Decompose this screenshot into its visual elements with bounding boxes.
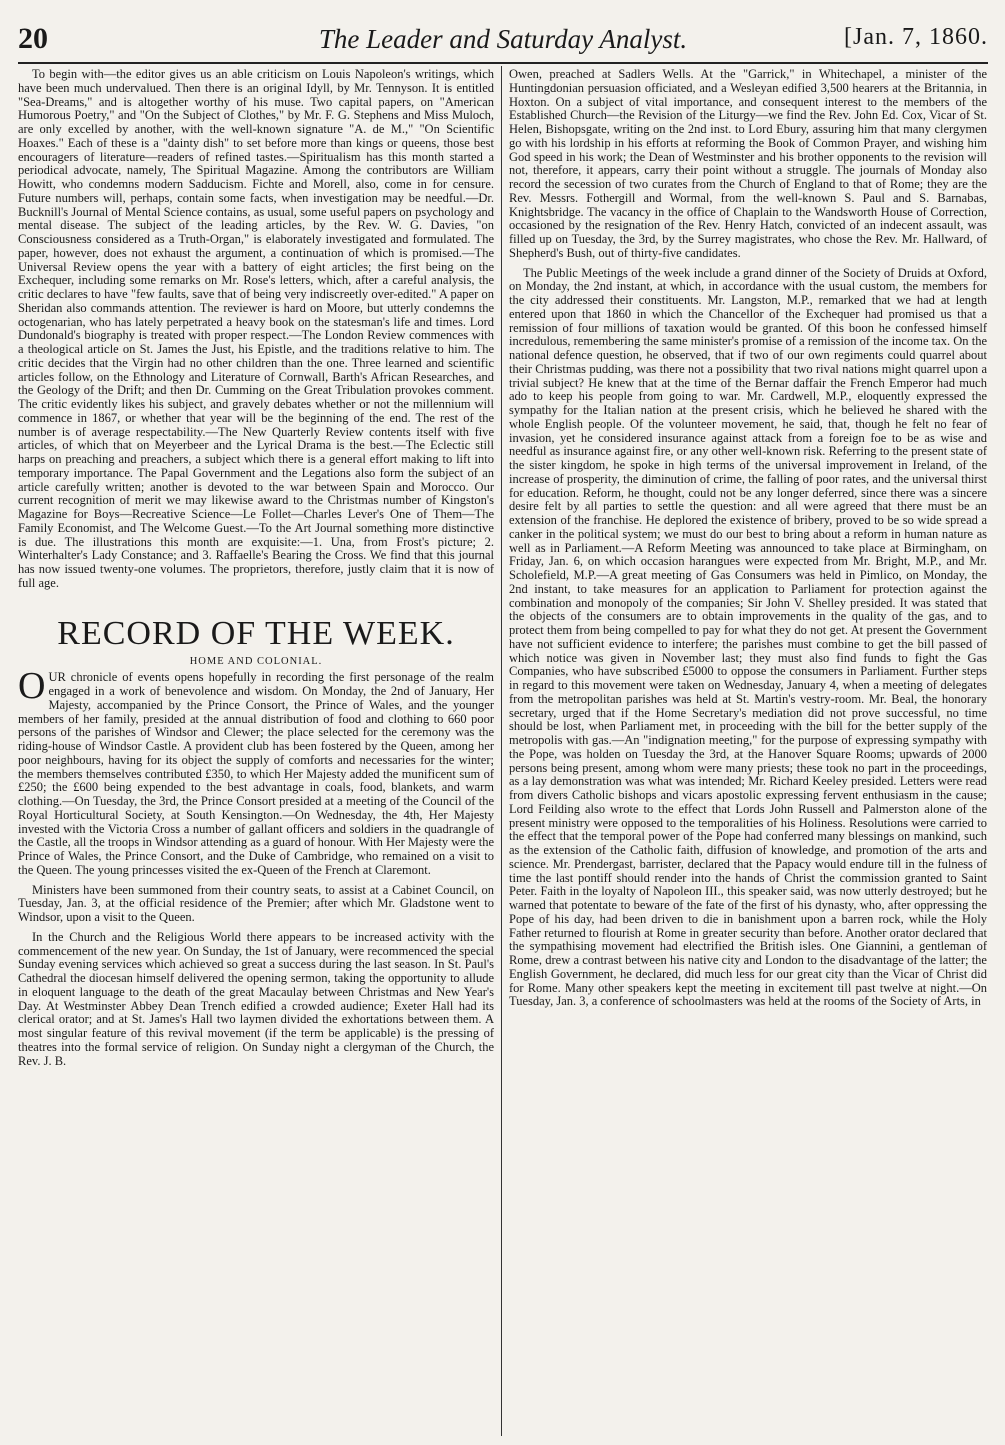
cabinet-paragraph: Ministers have been summoned from their country seats, to assist at a Cabinet Council, on Tuesday, Jan. 3, at the official residence of the Premier; after which Mr. Gladstone went to Windsor, upon a visit to the Queen. (18, 882, 494, 924)
issue-date: [Jan. 7, 1860. (844, 24, 988, 50)
right-column (509, 68, 987, 1009)
publication-title: The Leader and Saturday Analyst. (318, 24, 688, 54)
periodicals-review-paragraph: To begin with—the editor gives us an able criticism on Louis Napoleon's writings, which have been much undervalued. Then there is an original Idyll, by Mr. Tennyson. It is entitled "Sea-Dreams," and is altogether worthy of his muse. Two capital papers, on "American Humorous Poetry," and "On the Subject of Clothes," by Mr. F. G. Stephens and Miss Muloch, are only excelled by another, with the well-known signature "A. de M.," "On Scientific Hoaxes." Each of these is a "dainty dish" to set before more than kings or queens, those best encouragers of literature—readers of refined tastes.—Spiritualism has this month started a periodical advocate, namely, The Spiritual Magazine. Among the contributors are William Howitt, who condemns modern Sadducism. Fichte and Morell, also, come in for censure. Future numbers will, perhaps, contain some facts, when investigation may be needful.—Dr. Bucknill's Journal of Mental Science contains, as usual, some useful papers on psychology and mental disease. The subject of the leading articles, by the Rev. W. G. Davies, "on Consciousness considered as a Truth-Organ," is elaborately investigated and formulated. The paper, however, does not exhaust the argument, a continuation of which is promised.—The Universal Review opens the year with a battery of eight articles; the first being on the Exchequer, including some remarks on Mr. Rose's letters, which, after a careful analysis, the critic declares to have "few faults, save that of being very indiscreetly over-edited." A paper on Sheridan also commands attention. The reviewer is hard on Moore, but utterly condemns the octogenarian, who has lately perpetrated a heavy book on the statesman's life and times. Lord Dundonald's biography is treated with proper respect.—The London Review commences with a theological article on St. James the Just, his Epistle, and the traditions relative to him. The critic decides that the Virgin had no other children than the one. Three learned and scientific articles follow, on the Ethnology and Literature of Cornwall, Barth's African Researches, and the Geology of the Drift; and then Dr. Cumming on the Great Tribulation provokes comment. The critic evidently likes his subject, and gravely debates whether or not the millennium will commence in 1867, or whether that year will be the beginning of the end. The rest of the number is of average respectability.—The New Quarterly Review contents itself with five articles, of which that on Meyerbeer and the Lyrical Drama is the best.—The Eclectic still harps on preaching and preachers, a subject which there is a general effort making to lift into temporary importance. The Papal Government and the Legations also form the subject of an article carefully written; another is devoted to the war between Spain and Morocco. Our current recognition of merit we may likewise award to the Christmas number of Kingston's Magazine for Boys—Recreative Science—Le Follet—Charles Lever's One of Them—The Family Economist, and The Welcome Guest.—To the Art Journal something more distinctive is due. The illustrations this month are exquisite:—1. Una, from Frost's picture; 2. Winterhalter's Lady Constance; and 3. Raffaelle's Bearing the Cross. We find that this journal has now issued twenty-one volumes. The proprietors, therefore, justly claim that it is now of full age. (18, 67, 494, 590)
page-number: 20 (18, 22, 48, 55)
section-subheading: HOME AND COLONIAL. (189, 655, 323, 667)
drop-cap: O (18, 665, 46, 708)
public-meetings-paragraph: The Public Meetings of the week include a grand dinner of the Society of Druids at Oxford, on Monday, the 2nd instant, at which, in accordance with the usual custom, the members for the city addressed their constituents. Mr. Langston, M.P., remarked that we had at length entered upon that 1860 in which the Chancellor of the Exchequer had promised us that a remission of four millions of taxation would be granted. Of this boon he confessed himself incredulous, remembering the same minister's promise of a remission of the income tax. On the national defence question, he observed, that if two of our own regiments could quarrel about their Christmas pudding, was there not a possibility that two rival nations might quarrel upon a trivial subject? He knew that at the time of the Bernar daffair the French Emperor had much ado to keep his people from going to war. Mr. Cardwell, M.P., eloquently expressed the sympathy for the Italian nation at the present crisis, which he believed he shared with the whole English people. Of the volunteer movement, he said, that, though he felt no fear of invasion, yet he considered insurance against attack from a foreign foe to be as wise and needful as insurance against fire, or any other well-known risk. Referring to the present state of the sister kingdom, he spoke in high terms of the universal improvement in Ireland, of the increase of prosperity, the diminution of crime, the falling of poor rates, and the universal thirst for education. Reform, he thought, could not be any longer deferred, since there was a sincere desire felt by all parties to settle the question: and all were agreed that there must be an extension of the franchise. He deplored the existence of bribery, proved to be so wide spread a canker in the political system; we must do our best to bring about a reform in human nature as well as in Parliament.—A Reform Meeting was announced to take place at Birmingham, on Friday, Jan. 6, on which occasion harangues were expected from Mr. Bright, M.P., and Mr. Scholefield, M.P.—A great meeting of Gas Consumers was held in Pimlico, on Monday, the 2nd instant, to take measures for an application to Parliament for protection against the combination and monopoly of the companies; Sir John V. Shelley presided. It was stated that the objects of the consumers are to obtain improvements in the quality of the gas, and to protect them from being compelled to pay for what they do not get. At present the Government have not sufficient evidence to interfere; the parishes must combine to get the bill passed of which notice was given in November last; they must also find funds to fight the Gas Companies, who have subscribed £5000 to oppose the consumers in Parliament. Further steps in regard to this movement were taken on Wednesday, January 4, when a meeting of delegates from the metropolitan parishes was held at St. Martin's vestry-room. Mr. Beal, the honorary secretary, urged that if the Home Secretary's mediation did not prove successful, no time should be lost, when Parliament met, in proceeding with the bill for the better supply of the metropolis with gas.—An "indignation meeting," for the purpose of expressing sympathy with the Pope, was holden on Tuesday the 3rd, at the Hanover Square Rooms; upwards of 2000 persons being present, among whom were many priests; these took no part in the proceedings, as a lay demonstration was what was intended; Mr. Richard Keeley presided. Letters were read from divers Catholic bishops and vicars apostolic expressing fervent enthusiasm in the cause; Lord Feilding also wrote to the effect that Lords John Russell and Palmerston alone of the present ministry were opposed to the temporalities of his Holiness. Resolutions were carried to the effect that the temporal power of the Pope had conferred many blessings on mankind, such as the extension of the Catholic faith, diffusion of knowledge, and promotion of the arts and science. Mr. Prendergast, barrister, declared that the Papacy would endure till in the fulness of time the last pontiff should render into the hands of Christ the commission granted to Saint Peter. Faith in the loyalty of Napoleon III., this speaker said, was now utterly destroyed; but he warned that potentate to beware of the fate of the first of his dynasty, who, after oppressing the Pope of his day, had been driven to die in banishment upon a barren rock, while the Holy Father returned to flourish at Rome in greater security than before. Another orator declared that the sympathising movement had electrified the British isles. One Giannini, a gentleman of Rome, drew a contrast between his native city and London to the disadvantage of the latter; the English Government, he declared, did much less for our great city than the Vicar of Christ did for Rome. Many other speakers kept the meeting in excitement till past twelve at night.—On Tuesday, Jan. 3, a conference of schoolmasters was held at the rooms of the Society of Arts, in (509, 265, 987, 1009)
page-header (18, 18, 988, 60)
left-column (18, 68, 494, 1068)
church-continued-paragraph: Owen, preached at Sadlers Wells. At the "Garrick," in Whitechapel, a minister of the Huntingdonian persuasion officiated, and a Wesleyan edified 3,500 hearers at the Britannia, in Hoxton. On a subject of vital importance, and consequent interest to the members of the Established Church—the Revision of the Liturgy—we find the Rev. John Ed. Cox, Vicar of St. Helen, Bishopsgate, writing on the 2nd inst. to Lord Ebury, assuring him that many clergymen go with his lordship in his efforts at reforming the Book of Common Prayer, and wishing him God speed in his work; the Dean of Westminster and his brother opponents to the revision will not, therefore, it appears, carry their point without a struggle. The journals of Monday also record the secession of two curates from the Church of England to that of Rome; they are the Rev. Messrs. Fothergill and Wormal, from the well-known S. Paul and S. Barnabas, Knightsbridge. The vacancy in the office of Chaplain to the Wandsworth House of Correction, occasioned by the resignation of the Rev. Henry Hatch, convicted of an indecent assault, was filled up on Tuesday, the 3rd, by the Surrey magistrates, who chose the Rev. Mr. Hallward, of Shepherd's Bush, out of thirty-five candidates. (509, 67, 987, 260)
record-paragraph-text: UR chronicle of events opens hopefully in recording the first personage of the realm engaged in a work of benevolence and wisdom. On Monday, the 2nd of January, Her Majesty, accompanied by the Prince Consort, the Prince of Wales, and the younger members of her family, presided at the annual distribution of food and clothing to 660 poor persons of the parishes of Windsor and Clewer; the place selected for the ceremony was the riding-house of Windsor Castle. A provident club has been fostered by the Queen, among her poor neighbours, having for its object the supply of comforts and necessaries for the winter; the members themselves contributed £350, to which Her Majesty added the munificent sum of £250; the £600 being expended to the best advantage in coals, food, blankets, and warm clothing.—On Tuesday, the 3rd, the Prince Consort presided at a meeting of the Council of the Royal Horticultural Society, at South Kensington.—On Wednesday, the 4th, Her Majesty invested with the Victoria Cross a number of gallant officers and soldiers in the quadrangle of the Castle, all the troops in Windsor attending as a guard of honour. With Her Majesty were the Prince of Wales, the Prince Consort, and the Duke of Cambridge, who remained on a visit to the Queen. The young princesses visited the ex-Queen of the French at Claremont. (18, 670, 494, 877)
header-rule (18, 62, 988, 64)
church-paragraph: In the Church and the Religious World there appears to be increased activity with the commencement of the new year. On Sunday, the 1st of January, were recommenced the special Sunday evening services which achieved so great a success during the last season. In St. Paul's Cathedral the diocesan himself delivered the opening sermon, taking the opportunity to allude in eloquent language to the death of the great Macaulay between Christmas and New Year's Day. At Westminster Abbey Dean Trench edified a crowded audience; Exeter Hall had its clerical orator; and at St. James's Hall two laymen divided the exhortations between them. A most singular feature of this revival movement (if the term be applicable) is the pressing of theatres into the formal service of religion. On Sunday night a clergyman of the Church, the Rev. J. B. (18, 929, 494, 1068)
section-heading: RECORD OF THE WEEK. (57, 614, 455, 652)
record-paragraph (18, 665, 494, 877)
column-rule (501, 66, 502, 1436)
